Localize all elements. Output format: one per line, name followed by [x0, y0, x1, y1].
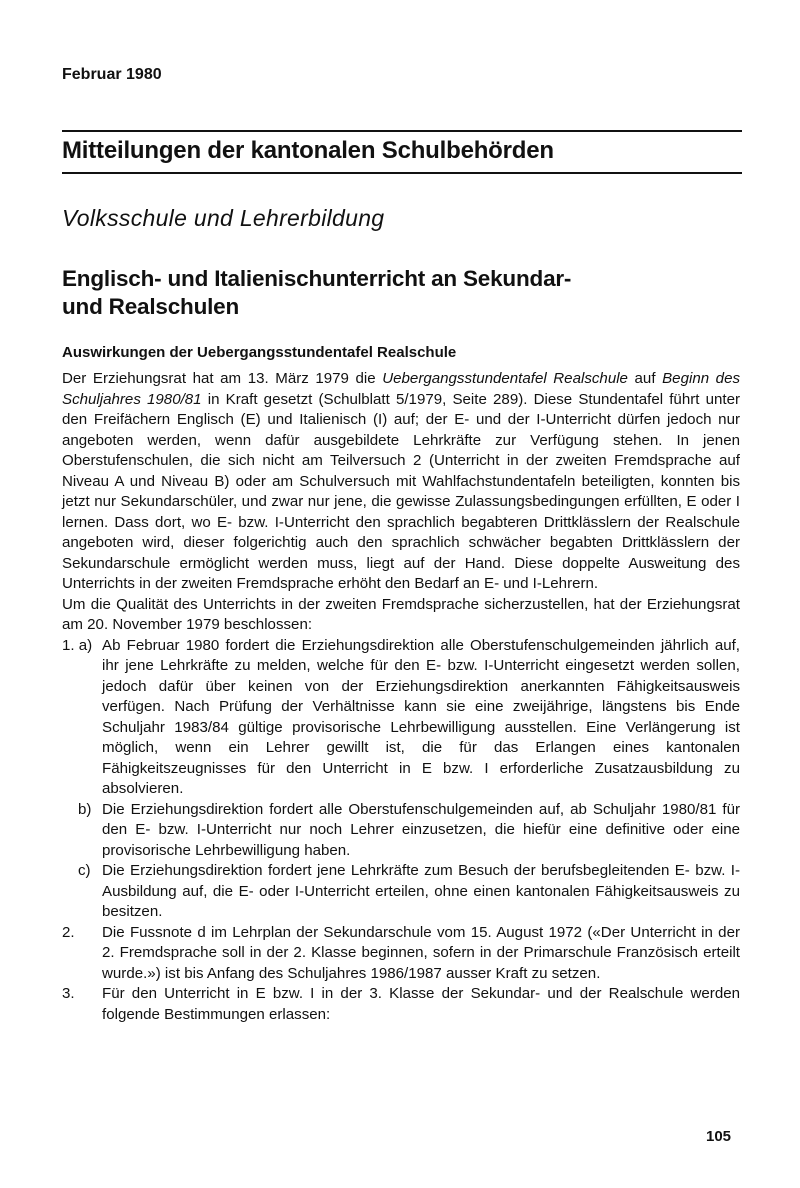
- article-subtitle: Auswirkungen der Uebergangsstundentafel Realschule: [62, 344, 457, 361]
- article-title-line-1: Englisch- und Italienischunterricht an Sekundar-: [62, 266, 572, 291]
- section-rule-top: [62, 130, 742, 132]
- list-item-number: 1. a): [62, 636, 93, 654]
- paragraph-2: Um die Qualität des Unterrichts in der zweiten Fremdsprache sicherzustellen, hat der Erziehungsrat am 20. November 1979 beschlossen:: [62, 595, 740, 633]
- paragraph-1-italic-1: Uebergangsstundentafel Realschule: [382, 370, 628, 387]
- list-item-1a: [62, 636, 740, 800]
- page-number: 105: [706, 1128, 732, 1145]
- article-title-line-2: und Realschulen: [62, 294, 240, 319]
- list-item-text: Für den Unterricht in E bzw. I in der 3. Klasse der Sekundar- und der Realschule werden folgende Bestimmungen erlassen:: [102, 985, 740, 1023]
- subsection-title: Volksschule und Lehrerbildung: [62, 205, 385, 231]
- paragraph-1-text-a: Der Erziehungsrat hat am 13. März 1979 die: [62, 370, 383, 387]
- section-title: Mitteilungen der kantonalen Schulbehörden: [62, 137, 554, 164]
- paragraph-1-text-c: in Kraft gesetzt (Schulblatt 5/1979, Seite 289). Diese Stundentafel führt unter den Freifächern Englisch (E) und Italienisch (I) auf; der E- und der I-Unterricht dürfen jedoch nur angeboten werden, wenn dafür ausgebildete Lehrkräfte zur Verfügung stehen. In jenen Oberstufenschulen, die sich nicht am Teilversuch 2 (Unterricht in der zweiten Fremdsprache auf Niveau A und Niveau B) oder am Schulversuch mit Wahlfachstundentafeln beteiligten, konnten bis jetzt nur Sekundarschüler, und zwar nur jene, die gewisse Zulassungsbedingungen erfüllten, E oder I lernen. Dass dort, wo E- bzw. I-Unterricht den sprachlich begabteren Drittklässlern der Realschule angeboten wird, dieser folgerichtig auch den sprachlich schwächer begabten Drittklässlern der Sekundarschule ermöglicht werden muss, liegt auf der Hand. Diese doppelte Ausweitung des Unterrichts in der zweiten Fremdsprache erhöht den Bedarf an E- und I-Lehrern.: [62, 390, 741, 592]
- list-item-number: 2.: [62, 923, 75, 941]
- list-item-text: Ab Februar 1980 fordert die Erziehungsdirektion alle Oberstufenschulgemeinden jährlich auf, ihr jene Lehrkräfte zu melden, welche für den E- bzw. I-Unterricht eingesetzt werden sollen, jedoch dafür über keinen von der Erziehungsdirektion anerkannten Fähigkeitsausweis verfügen. Nach Prüfung der Verhältnisse kann sie eine zweijährige, längstens bis Ende Schuljahr 1983/84 gültige provisorische Lehrbewilligung ausstellen. Eine Verlängerung ist möglich, wenn ein Lehrer gewillt ist, die für das Erlangen eines kantonalen Fähigkeitszeugnisses für den Unterricht in E bzw. I erforderliche Zusatzausbildung zu absolvieren.: [102, 636, 740, 797]
- article-title: [62, 265, 742, 321]
- list-item-number: 3.: [62, 985, 75, 1002]
- header-date: Februar 1980: [62, 66, 162, 83]
- list-item-text: Die Erziehungsdirektion fordert alle Oberstufenschulgemeinden auf, ab Schuljahr 1980/81 für den E- bzw. I-Unterricht nur noch Lehrer einzusetzen, die hiefür eine definitive oder eine provisorische Lehrbewilligung haben.: [102, 800, 740, 859]
- list-item-2: [62, 923, 740, 985]
- list-item-3: [62, 984, 740, 1025]
- list-item-text: Die Erziehungsdirektion fordert jene Lehrkräfte zum Besuch der berufsbegleitenden E- bzw. I-Ausbildung auf, die E- oder I-Unterricht erteilen, ohne einen kantonalen Fähigkeitsausweis zu besitzen.: [102, 862, 740, 920]
- list-item-number: b): [78, 800, 92, 818]
- article-body: [62, 369, 740, 1025]
- section-rule-bottom: [62, 172, 742, 174]
- paragraph-1: [62, 369, 740, 595]
- paragraph-1-italic-2: Beginn des Schuljahres 1980/81: [62, 370, 741, 408]
- list-item-1c: [62, 861, 740, 923]
- paragraph-1-text-b: auf: [627, 370, 663, 387]
- list-item-1b: [62, 800, 740, 862]
- list-item-text: Die Fussnote d im Lehrplan der Sekundarschule vom 15. August 1972 («Der Unterricht in der 2. Fremdsprache soll in der 2. Klasse beginnen, sofern in der Primarschule Französisch erteilt wurde.») ist bis Anfang des Schuljahres 1986/1987 ausser Kraft zu setzen.: [102, 923, 740, 982]
- list-item-number: c): [78, 862, 91, 879]
